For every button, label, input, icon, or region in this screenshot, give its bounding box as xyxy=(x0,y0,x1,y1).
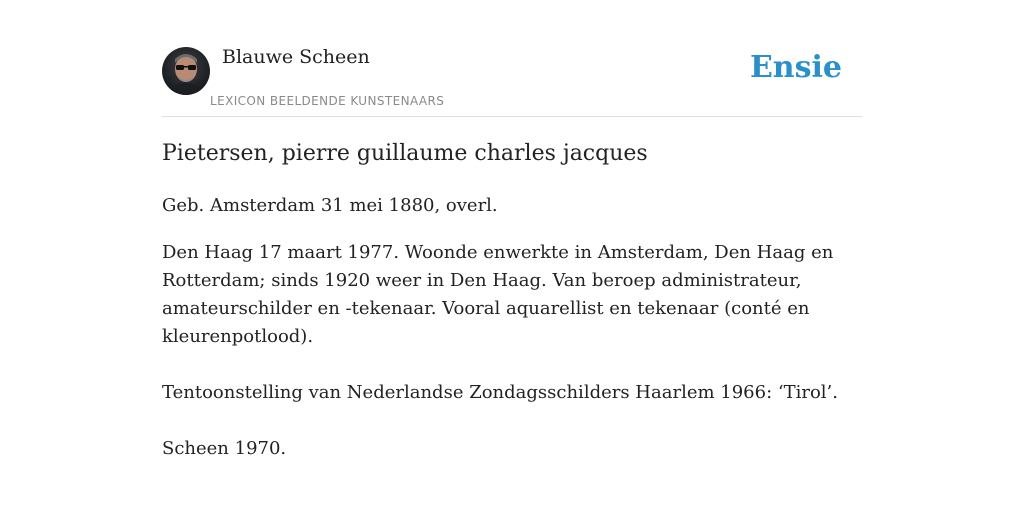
ensie-logo[interactable]: Ensie xyxy=(749,50,842,85)
category-label[interactable]: LEXICON BEELDENDE KUNSTENAARS xyxy=(210,94,445,108)
author-name[interactable]: Blauwe Scheen xyxy=(222,46,370,68)
article xyxy=(162,138,862,463)
paragraph-biography: Den Haag 17 maart 1977. Woonde enwerkte in Amsterdam, Den Haag en Rotterdam; sinds 1920 weer in Den Haag. Van beroep administrateur, amateurschilder en -tekenaar. Vooral aquarellist en tekenaar (conté en kleurenpotlood). xyxy=(162,242,834,347)
header xyxy=(162,0,862,117)
avatar-photo xyxy=(162,47,210,95)
paragraph-source: Scheen 1970. xyxy=(162,438,287,459)
article-title: Pietersen, pierre guillaume charles jacques xyxy=(162,141,648,166)
avatar[interactable] xyxy=(162,47,210,95)
paragraph-birth: Geb. Amsterdam 31 mei 1880, overl. xyxy=(162,195,498,216)
paragraph-exhibition: Tentoonstelling van Nederlandse Zondagsschilders Haarlem 1966: ‘Tirol’. xyxy=(162,382,838,403)
